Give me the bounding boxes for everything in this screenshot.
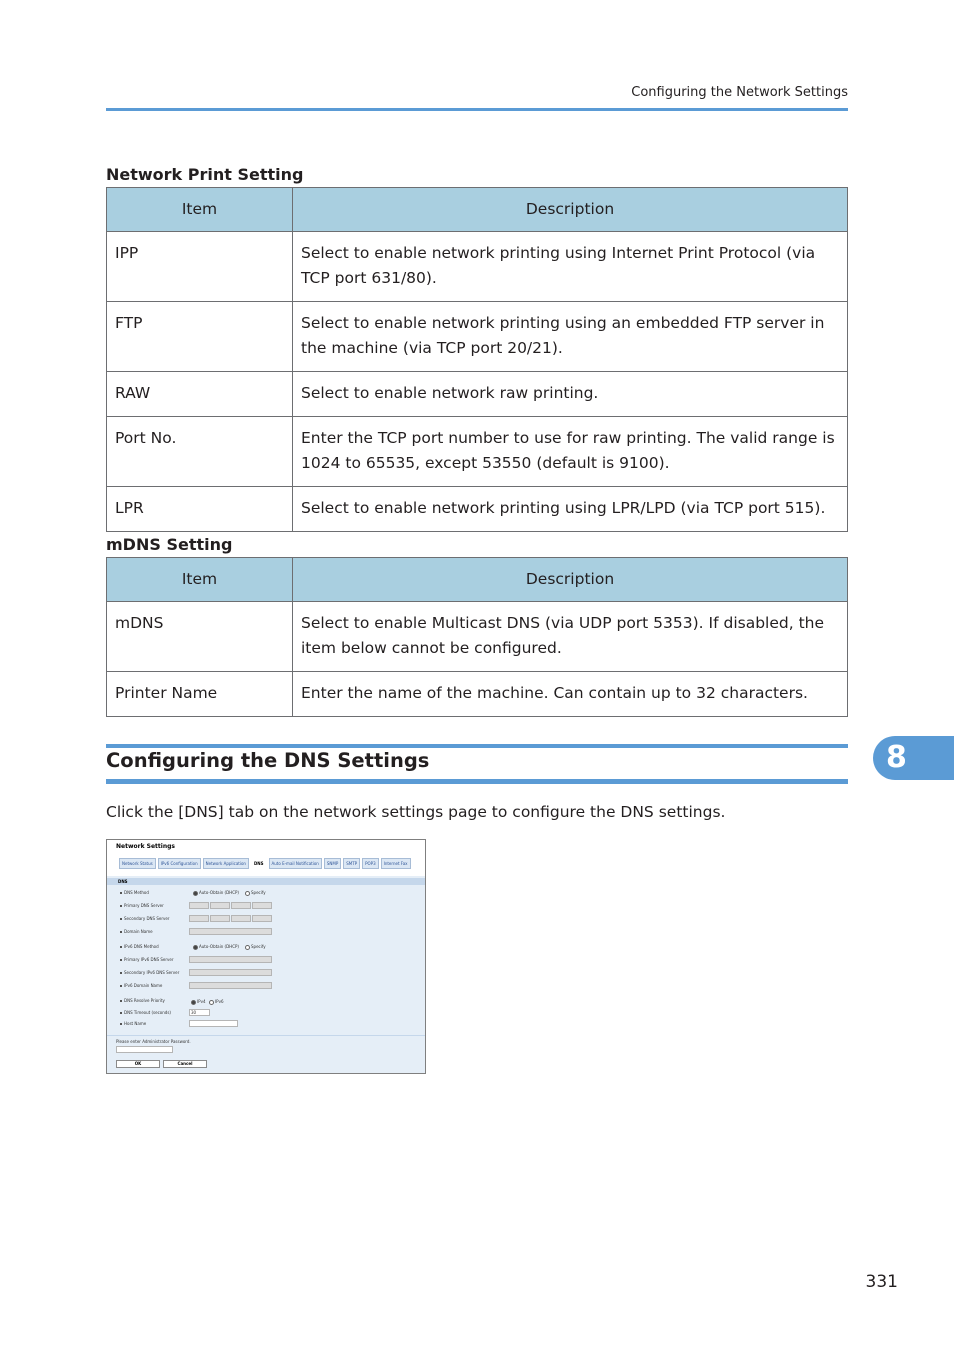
section-band [107, 878, 425, 885]
chapter-number: 8 [886, 740, 907, 775]
ipv6-domain-name-label: IPv6 Domain Name [120, 983, 162, 988]
network-print-table [106, 187, 848, 532]
mdns-title: mDNS Setting [106, 535, 233, 554]
running-header: Configuring the Network Settings [631, 85, 848, 100]
dns-method-label: DNS Method [120, 890, 149, 895]
primary-dns-octet-4[interactable] [252, 902, 272, 909]
row-item: Printer Name [107, 672, 293, 717]
dns-method-auto-radio[interactable]: Auto-Obtain (DHCP) [193, 890, 239, 896]
section-heading: Configuring the DNS Settings [106, 749, 430, 772]
tab-internet-fax[interactable]: Internet Fax [381, 858, 411, 869]
ipv6-dns-method-specify-radio[interactable]: Specify [245, 944, 266, 950]
row-item: mDNS [107, 602, 293, 672]
page-number: 331 [865, 1272, 898, 1292]
header-description: Description [293, 558, 848, 602]
screenshot-tab-bar [119, 858, 411, 869]
table-row [107, 487, 848, 532]
resolve-priority-label: DNS Resolve Priority [120, 998, 165, 1003]
row-item: Port No. [107, 417, 293, 487]
primary-ipv6-dns-label: Primary IPv6 DNS Server [120, 957, 174, 962]
heading-rule-top [106, 744, 848, 748]
network-print-title: Network Print Setting [106, 165, 304, 184]
table-row [107, 302, 848, 372]
secondary-dns-octet-4[interactable] [252, 915, 272, 922]
domain-name-label: Domain Name [120, 929, 153, 934]
row-description: Enter the name of the machine. Can contain up to 32 characters. [293, 672, 848, 717]
table-row [107, 602, 848, 672]
cancel-button[interactable]: Cancel [163, 1060, 207, 1068]
table-row [107, 372, 848, 417]
heading-rule-bottom [106, 779, 848, 784]
ipv6-domain-name-field[interactable] [189, 982, 272, 989]
row-description: Select to enable Multicast DNS (via UDP port 5353). If disabled, the item below cannot be configured. [293, 602, 848, 672]
row-description: Enter the TCP port number to use for raw printing. The valid range is 1024 to 65535, except 53550 (default is 9100). [293, 417, 848, 487]
ipv6-dns-method-label: IPv6 DNS Method [120, 944, 159, 949]
table-header-row [107, 558, 848, 602]
domain-name-field[interactable] [189, 928, 272, 935]
secondary-dns-octet-2[interactable] [210, 915, 230, 922]
header-item: Item [107, 558, 293, 602]
row-description: Select to enable network printing using an embedded FTP server in the machine (via TCP port 20/21). [293, 302, 848, 372]
dns-settings-screenshot [106, 839, 426, 1074]
section-band-label: DNS [118, 879, 128, 884]
tab-smtp[interactable]: SMTP [343, 858, 360, 869]
tab-pop3[interactable]: POP3 [362, 858, 379, 869]
row-item: IPP [107, 232, 293, 302]
table-row [107, 232, 848, 302]
header-rule [106, 108, 848, 111]
secondary-dns-octet-3[interactable] [231, 915, 251, 922]
row-description: Select to enable network raw printing. [293, 372, 848, 417]
table-row [107, 417, 848, 487]
admin-password-input[interactable] [116, 1046, 173, 1053]
primary-dns-octet-2[interactable] [210, 902, 230, 909]
tab-network-status[interactable]: Network Status [119, 858, 156, 869]
secondary-dns-label: Secondary DNS Server [120, 916, 169, 921]
screenshot-title: Network Settings [116, 843, 175, 850]
mdns-table [106, 557, 848, 717]
primary-dns-octet-1[interactable] [189, 902, 209, 909]
table-header-row [107, 188, 848, 232]
row-item: FTP [107, 302, 293, 372]
resolve-priority-ipv4-radio[interactable]: IPv4 [191, 999, 206, 1005]
header-item: Item [107, 188, 293, 232]
tab-snmp[interactable]: SNMP [324, 858, 341, 869]
host-name-input[interactable] [189, 1020, 238, 1027]
dns-method-specify-radio[interactable]: Specify [245, 890, 266, 896]
dns-timeout-input[interactable]: 30 [189, 1009, 210, 1016]
primary-ipv6-dns-field[interactable] [189, 956, 272, 963]
ipv6-dns-method-auto-radio[interactable]: Auto-Obtain (DHCP) [193, 944, 239, 950]
resolve-priority-ipv6-radio[interactable]: IPv6 [209, 999, 224, 1005]
table-row [107, 672, 848, 717]
row-description: Select to enable network printing using LPR/LPD (via TCP port 515). [293, 487, 848, 532]
row-description: Select to enable network printing using Internet Print Protocol (via TCP port 631/80). [293, 232, 848, 302]
tab-ipv6-configuration[interactable]: IPv6 Configuration [158, 858, 201, 869]
ok-button[interactable]: OK [116, 1060, 160, 1068]
row-item: RAW [107, 372, 293, 417]
password-prompt: Please enter Administrator Password. [116, 1039, 191, 1044]
row-item: LPR [107, 487, 293, 532]
tab-auto-email-notification[interactable]: Auto E-mail Notification [269, 858, 322, 869]
primary-dns-label: Primary DNS Server [120, 903, 164, 908]
header-description: Description [293, 188, 848, 232]
screenshot-divider [107, 1035, 425, 1036]
tab-dns[interactable]: DNS [251, 858, 267, 869]
tab-network-application[interactable]: Network Application [203, 858, 249, 869]
host-name-label: Host Name [120, 1021, 146, 1026]
secondary-ipv6-dns-field[interactable] [189, 969, 272, 976]
secondary-ipv6-dns-label: Secondary IPv6 DNS Server [120, 970, 179, 975]
body-paragraph: Click the [DNS] tab on the network settings page to configure the DNS settings. [106, 803, 726, 821]
secondary-dns-octet-1[interactable] [189, 915, 209, 922]
dns-timeout-label: DNS Timeout (seconds) [120, 1010, 171, 1015]
primary-dns-octet-3[interactable] [231, 902, 251, 909]
